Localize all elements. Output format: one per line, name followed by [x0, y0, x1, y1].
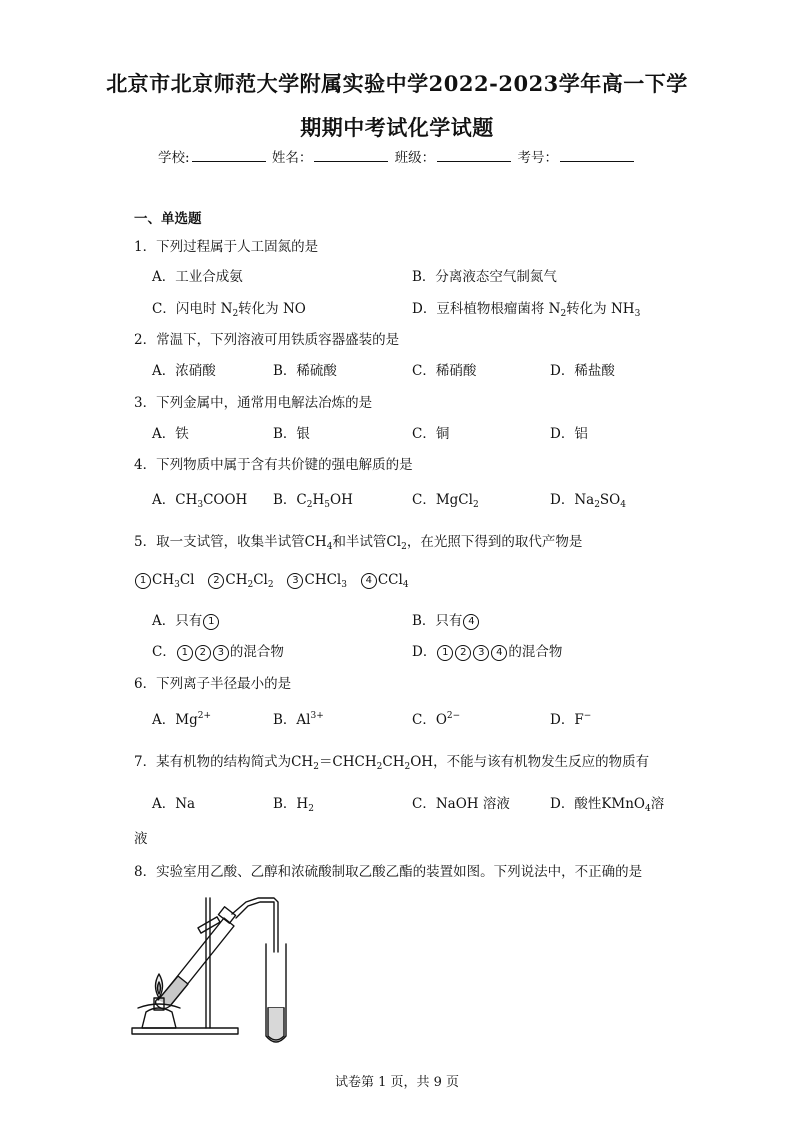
name-label: 姓名：	[271, 150, 313, 166]
q4-option-d: D．$Na_2SO_4$	[550, 492, 626, 510]
q3-option-a: A．铁	[152, 426, 189, 442]
q1-option-b: B．分离液态空气制氮气	[412, 269, 557, 285]
exam-title-line1: 北京市北京师范大学附属实验中学2022-2023学年高一下学	[106, 71, 688, 96]
q4-option-c: C．MgCl$_2$	[412, 492, 479, 510]
id-label: 考号：	[517, 150, 558, 166]
q3-option-b: B．银	[273, 426, 310, 442]
id-blank[interactable]	[560, 149, 634, 162]
q2-option-c: C．稀硝酸	[412, 363, 477, 379]
q1-option-a: A．工业合成氨	[152, 269, 243, 285]
q2-option-a: A．浓硝酸	[152, 363, 216, 379]
q2-option-b: B．稀硫酸	[273, 363, 337, 379]
q6-option-a: A．$Mg^{2+}$	[152, 711, 211, 728]
school-label: 学校:	[158, 150, 190, 166]
q1-stem: 1．下列过程属于人工固氮的是	[134, 239, 319, 255]
q7-option-d: D．酸性KMnO$_4$溶	[550, 796, 665, 814]
q5-products: 1 $CH_3Cl$ 2 $CH_2Cl_2$ 3 CHCl$_3$ 4 CCl$_4$	[134, 572, 409, 589]
class-blank[interactable]	[437, 149, 511, 162]
q5-option-c: C． 1 2 3 的混合物	[152, 644, 284, 660]
q3-option-d: D．铝	[550, 426, 588, 442]
q6-option-c: C．$O^{2-}$	[412, 711, 461, 728]
q6-stem: 6．下列离子半径最小的是	[134, 676, 292, 692]
q8-stem: 8．实验室用乙酸、乙醇和浓硫酸制取乙酸乙酯的装置如图。下列说法中，不正确的是	[134, 864, 643, 880]
circled-number: 1	[135, 573, 151, 589]
q4-option-b: B．$C_2H_5OH$	[273, 492, 353, 510]
q7-option-d-wrap: 液	[134, 831, 148, 847]
q6-option-d: D．F−	[550, 711, 592, 728]
q5-option-b: B．只有 4	[412, 609, 480, 630]
exam-title-line2: 期期中考试化学试题	[300, 115, 494, 140]
school-blank[interactable]	[192, 149, 266, 162]
circled-number: 3	[287, 573, 303, 589]
esterification-apparatus-figure	[128, 880, 308, 1050]
student-info-line	[0, 146, 794, 166]
q5-option-d: D． 1 2 3 4 的混合物	[412, 644, 563, 660]
q6-option-b: B．$Al^{3+}$	[273, 711, 324, 728]
q1-option-c: C．闪电时 $N_2$转化为 NO	[152, 301, 306, 319]
q7-option-c: C．NaOH 溶液	[412, 796, 510, 812]
q7-option-b: B．$H_2$	[273, 796, 314, 814]
q2-option-d: D．稀盐酸	[550, 363, 615, 379]
q7-stem: 7．某有机物的结构简式为$CH_2=CHCH_2CH_2OH$，不能与该有机物发生反应的物质有	[134, 754, 650, 772]
q3-stem: 3．下列金属中，通常用电解法冶炼的是	[134, 395, 373, 411]
q4-stem: 4．下列物质中属于含有共价键的强电解质的是	[134, 457, 413, 473]
section-title: 一、单选题	[134, 211, 202, 227]
page-footer: 试卷第 1 页，共 9 页	[334, 1075, 460, 1090]
q4-option-a: A．$CH_3COOH$	[152, 492, 248, 510]
q7-option-a: A．Na	[152, 796, 196, 812]
circled-number: 4	[361, 573, 377, 589]
q2-stem: 2．常温下，下列溶液可用铁质容器盛装的是	[134, 332, 400, 348]
circled-number: 2	[208, 573, 224, 589]
q5-option-a: A．只有 1	[152, 609, 220, 630]
q3-option-c: C．铜	[412, 426, 450, 442]
name-blank[interactable]	[314, 149, 388, 162]
q1-option-d: D．豆科植物根瘤菌将 $N_2$转化为 $NH_3$	[412, 301, 641, 319]
q5-stem: 5．取一支试管，收集半试管$CH_4$和半试管$Cl_2$，在光照下得到的取代产物是	[134, 534, 583, 552]
class-label: 班级：	[394, 150, 436, 166]
